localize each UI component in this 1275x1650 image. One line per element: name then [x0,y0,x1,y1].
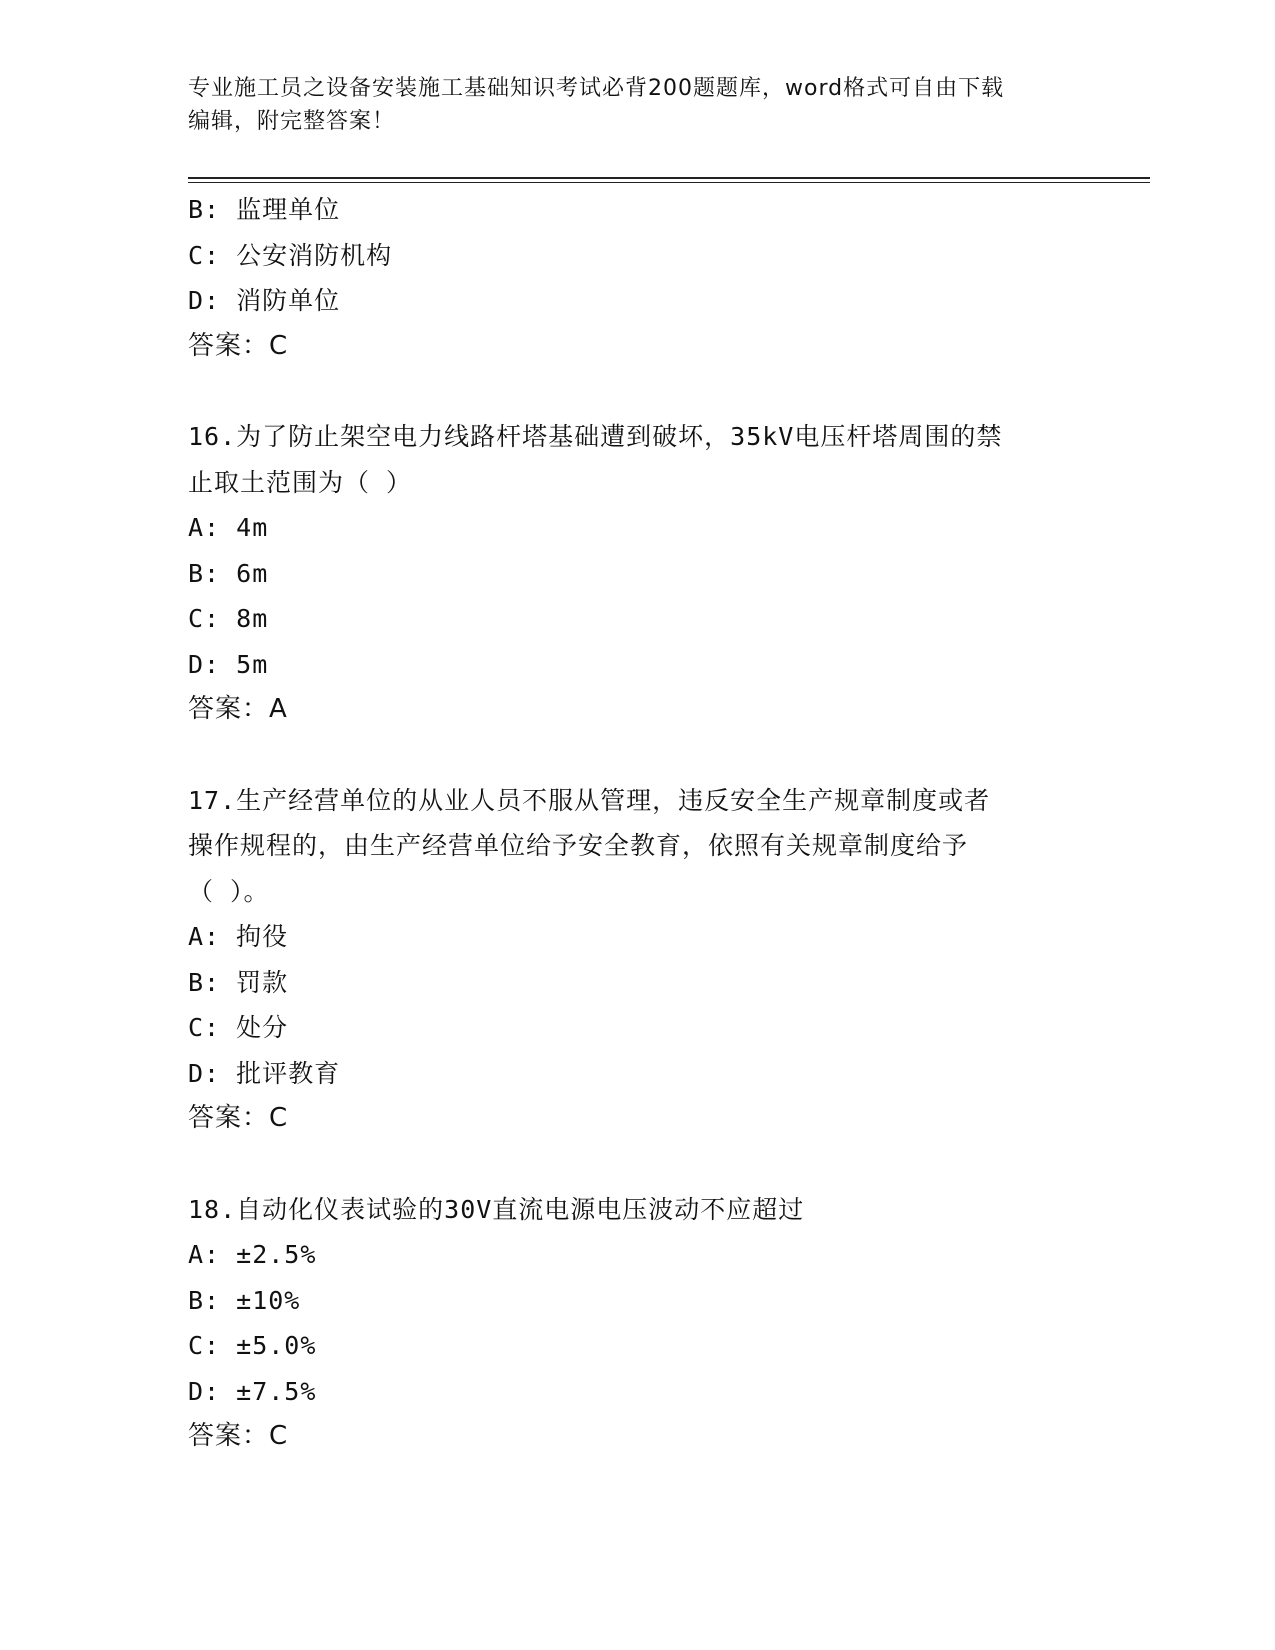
option-c: C: 公安消防机构 [188,240,393,270]
question-block-17 [188,778,1088,1142]
option-b: B: 罚款 [188,967,289,997]
answer-line: 答案：A [188,694,288,724]
header-line-2: 编辑，附完整答案！ [188,109,396,134]
question-text-line: （ ）。 [188,876,270,906]
question-list [188,187,1088,1460]
question-text-line: 18.自动化仪表试验的30V直流电源电压波动不应超过 [188,1194,805,1224]
option-b: B: ±10% [188,1285,301,1315]
option-c: C: 8m [188,604,269,633]
option-b: B: 监理单位 [188,195,341,224]
document-header [188,72,1088,138]
header-divider-thick [188,177,1150,179]
option-c: C: 处分 [188,1013,289,1042]
answer-line: 答案：C [188,1421,289,1451]
header-line-1: 专业施工员之设备安装施工基础知识考试必背200题题库，word格式可自由下载 [188,76,1005,101]
question-block-18 [188,1187,1088,1460]
option-d: D: ±7.5% [188,1376,317,1406]
option-a: A: ±2.5% [188,1240,317,1269]
answer-line: 答案：C [188,1103,289,1133]
question-text-line: 16.为了防止架空电力线路杆塔基础遭到破坏，35kV电压杆塔周围的禁 [188,422,1003,451]
option-a: A: 4m [188,513,269,542]
question-text-line: 17.生产经营单位的从业人员不服从管理，违反安全生产规章制度或者 [188,785,991,815]
question-text-line: 止取土范围为（ ） [188,467,413,497]
question-block-16 [188,414,1088,733]
option-a: A: 拘役 [188,922,289,951]
option-d: D: 5m [188,649,269,679]
question-text-line: 操作规程的，由生产经营单位给予安全教育，依照有关规章制度给予 [188,831,969,860]
header-divider-thin [188,182,1150,183]
answer-line: 答案：C [188,330,289,361]
option-d: D: 批评教育 [188,1058,341,1088]
option-b: B: 6m [188,558,269,588]
question-block-15 [188,187,1088,369]
option-d: D: 消防单位 [188,286,341,315]
option-c: C: ±5.0% [188,1331,317,1360]
